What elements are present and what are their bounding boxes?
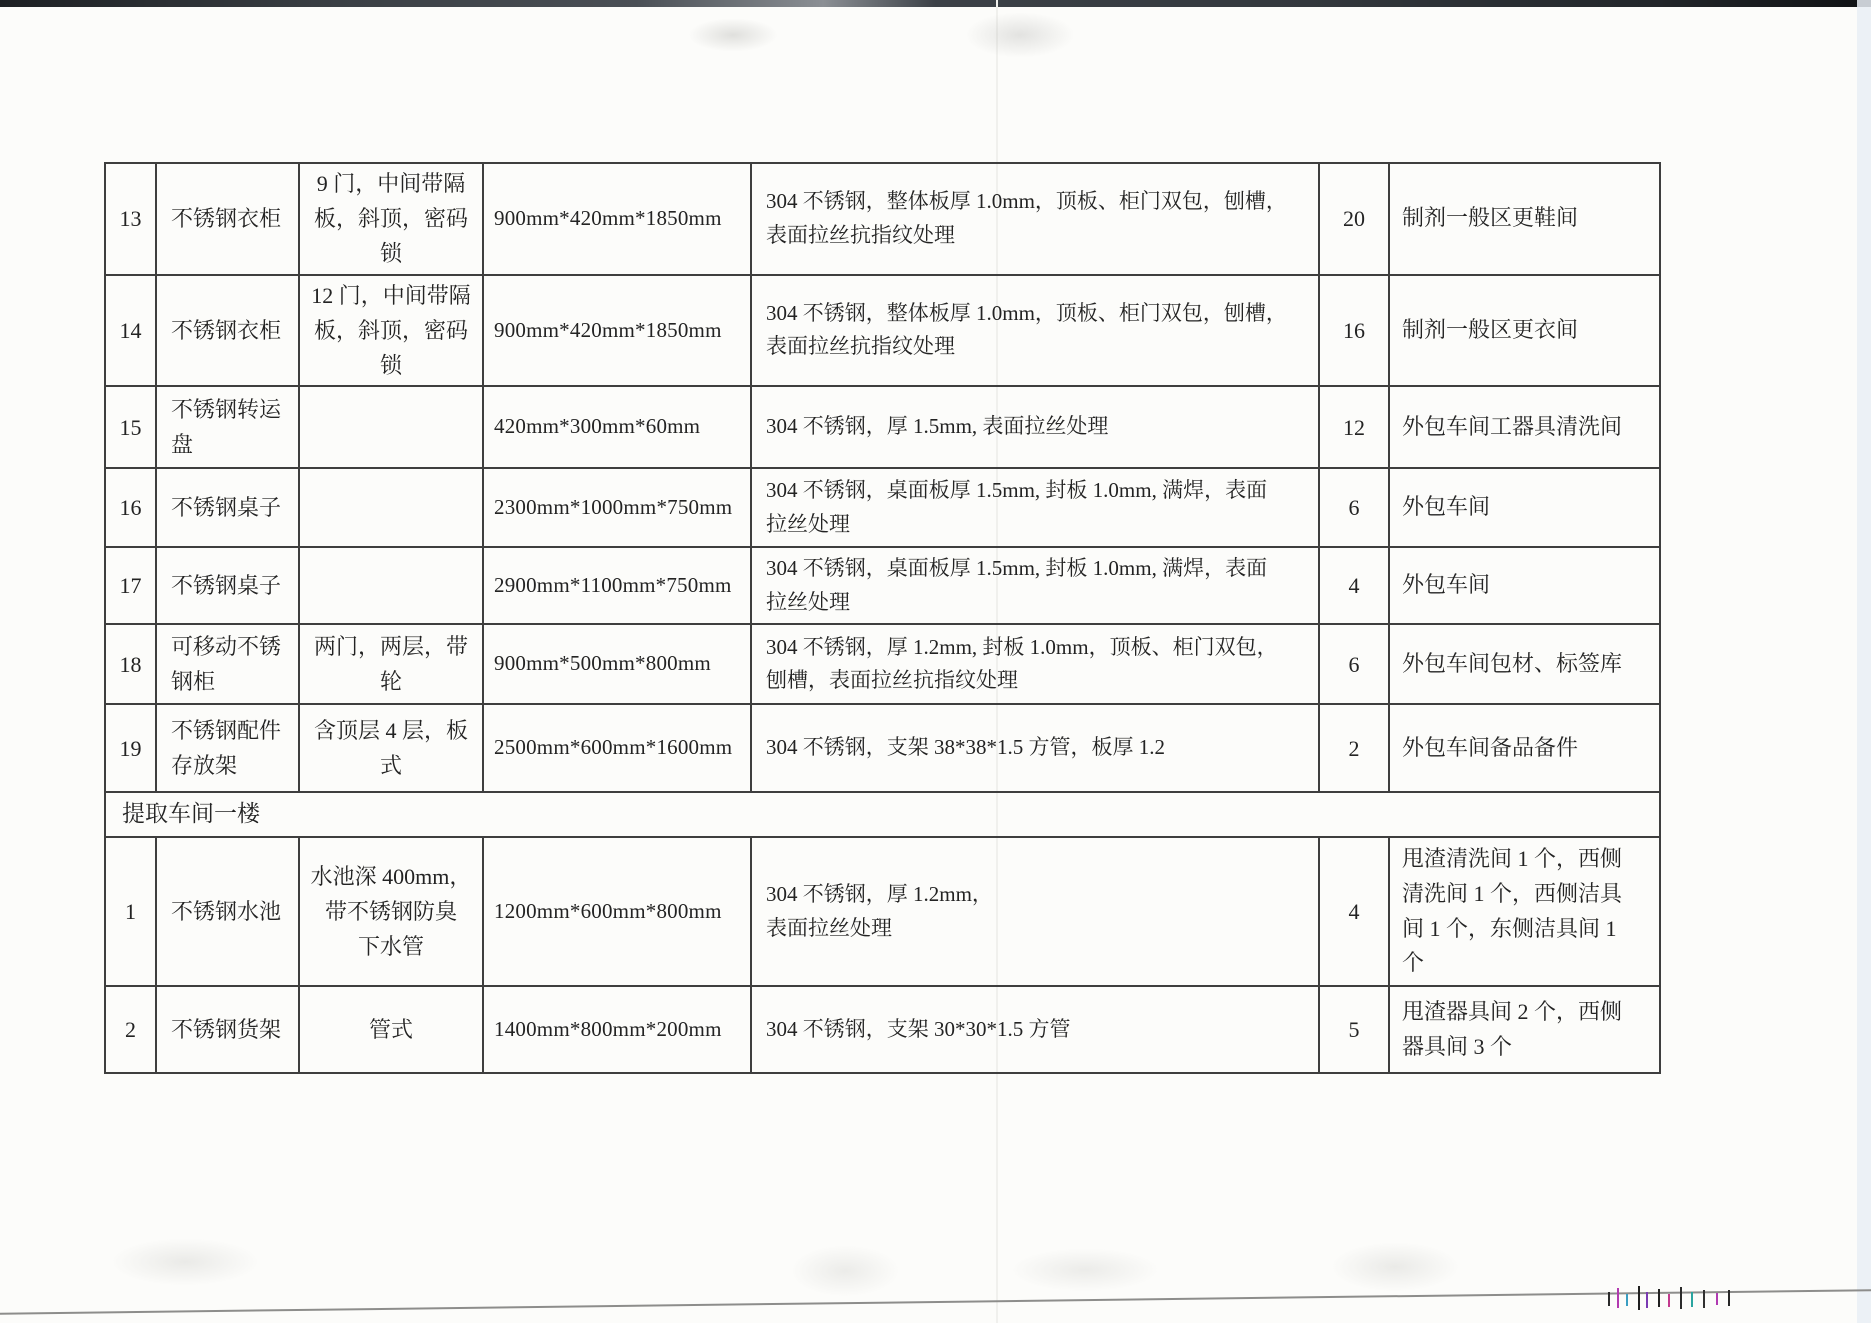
cell-spec: 304 不锈钢，支架 30*30*1.5 方管 xyxy=(751,986,1319,1073)
scan-smudge xyxy=(965,12,1075,58)
cell-name: 不锈钢水池 xyxy=(156,837,299,986)
cell-spec: 304 不锈钢，厚 1.2mm， 表面拉丝处理 xyxy=(751,837,1319,986)
cell-desc: 水池深 400mm， 带不锈钢防臭 下水管 xyxy=(299,837,483,986)
section-header-row xyxy=(105,792,1660,837)
cell-dims: 1200mm*600mm*800mm xyxy=(483,837,751,986)
table-row xyxy=(105,163,1660,275)
cell-spec: 304 不锈钢，桌面板厚 1.5mm, 封板 1.0mm, 满焊，表面 拉丝处理 xyxy=(751,468,1319,547)
cell-dims: 2500mm*600mm*1600mm xyxy=(483,704,751,792)
cell-qty: 2 xyxy=(1319,704,1389,792)
cell-desc: 12 门，中间带隔 板，斜顶，密码 锁 xyxy=(299,275,483,387)
table-row xyxy=(105,386,1660,468)
equipment-table xyxy=(104,162,1661,1074)
table-row xyxy=(105,468,1660,547)
cell-seq: 16 xyxy=(105,468,156,547)
cell-desc xyxy=(299,468,483,547)
cell-seq: 13 xyxy=(105,163,156,275)
cell-dims: 900mm*420mm*1850mm xyxy=(483,163,751,275)
scan-smudge xyxy=(110,1238,260,1286)
cell-loc: 外包车间工器具清洗间 xyxy=(1389,386,1660,468)
cell-qty: 4 xyxy=(1319,547,1389,624)
scan-right-edge-strip xyxy=(1857,0,1871,1323)
cell-desc xyxy=(299,386,483,468)
cell-name: 不锈钢桌子 xyxy=(156,468,299,547)
bottom-scan-line xyxy=(0,1288,1871,1315)
cell-dims: 900mm*500mm*800mm xyxy=(483,624,751,704)
cell-dims: 900mm*420mm*1850mm xyxy=(483,275,751,387)
scan-smudge xyxy=(790,1245,900,1297)
cell-name: 不锈钢衣柜 xyxy=(156,275,299,387)
cell-desc xyxy=(299,547,483,624)
cell-qty: 6 xyxy=(1319,468,1389,547)
cell-desc: 两门，两层，带 轮 xyxy=(299,624,483,704)
cell-loc: 制剂一般区更鞋间 xyxy=(1389,163,1660,275)
table-row xyxy=(105,547,1660,624)
cell-name: 不锈钢桌子 xyxy=(156,547,299,624)
cell-qty: 6 xyxy=(1319,624,1389,704)
cell-spec: 304 不锈钢，厚 1.2mm, 封板 1.0mm，顶板、柜门双包， 刨槽，表面拉丝抗指纹处理 xyxy=(751,624,1319,704)
cell-qty: 16 xyxy=(1319,275,1389,387)
scan-smudge xyxy=(1330,1242,1460,1292)
section-header-label: 提取车间一楼 xyxy=(105,792,1660,837)
cell-name: 不锈钢货架 xyxy=(156,986,299,1073)
cell-loc: 外包车间备品备件 xyxy=(1389,704,1660,792)
cell-seq: 15 xyxy=(105,386,156,468)
cell-name: 不锈钢转运 盘 xyxy=(156,386,299,468)
cell-seq: 1 xyxy=(105,837,156,986)
table-row xyxy=(105,704,1660,792)
cell-seq: 17 xyxy=(105,547,156,624)
table-row xyxy=(105,837,1660,986)
cell-spec: 304 不锈钢，桌面板厚 1.5mm, 封板 1.0mm, 满焊，表面 拉丝处理 xyxy=(751,547,1319,624)
cell-qty: 4 xyxy=(1319,837,1389,986)
cell-desc: 9 门，中间带隔 板，斜顶，密码 锁 xyxy=(299,163,483,275)
cell-desc: 含顶层 4 层，板 式 xyxy=(299,704,483,792)
cell-dims: 2900mm*1100mm*750mm xyxy=(483,547,751,624)
cell-name: 可移动不锈 钢柜 xyxy=(156,624,299,704)
scanner-top-edge-bar xyxy=(0,0,1871,7)
cell-loc: 外包车间包材、标签库 xyxy=(1389,624,1660,704)
cell-seq: 19 xyxy=(105,704,156,792)
table-row xyxy=(105,624,1660,704)
cell-loc: 甩渣器具间 2 个，西侧 器具间 3 个 xyxy=(1389,986,1660,1073)
cell-dims: 2300mm*1000mm*750mm xyxy=(483,468,751,547)
table-row xyxy=(105,275,1660,387)
cell-spec: 304 不锈钢，支架 38*38*1.5 方管，板厚 1.2 xyxy=(751,704,1319,792)
cell-loc: 外包车间 xyxy=(1389,547,1660,624)
cell-loc: 制剂一般区更衣间 xyxy=(1389,275,1660,387)
cell-qty: 12 xyxy=(1319,386,1389,468)
cell-desc: 管式 xyxy=(299,986,483,1073)
cell-qty: 5 xyxy=(1319,986,1389,1073)
scan-smudge xyxy=(1010,1248,1160,1292)
cell-spec: 304 不锈钢，厚 1.5mm, 表面拉丝处理 xyxy=(751,386,1319,468)
cell-seq: 18 xyxy=(105,624,156,704)
cell-spec: 304 不锈钢，整体板厚 1.0mm，顶板、柜门双包，刨槽， 表面拉丝抗指纹处理 xyxy=(751,163,1319,275)
table-row xyxy=(105,986,1660,1073)
cell-seq: 14 xyxy=(105,275,156,387)
scan-smudge xyxy=(688,18,778,52)
cell-name: 不锈钢配件 存放架 xyxy=(156,704,299,792)
cell-qty: 20 xyxy=(1319,163,1389,275)
cell-dims: 420mm*300mm*60mm xyxy=(483,386,751,468)
cell-seq: 2 xyxy=(105,986,156,1073)
cell-spec: 304 不锈钢，整体板厚 1.0mm，顶板、柜门双包，刨槽， 表面拉丝抗指纹处理 xyxy=(751,275,1319,387)
cell-loc: 甩渣清洗间 1 个，西侧 清洗间 1 个，西侧洁具 间 1 个，东侧洁具间 1 个 xyxy=(1389,837,1660,986)
cell-name: 不锈钢衣柜 xyxy=(156,163,299,275)
cell-dims: 1400mm*800mm*200mm xyxy=(483,986,751,1073)
cell-loc: 外包车间 xyxy=(1389,468,1660,547)
